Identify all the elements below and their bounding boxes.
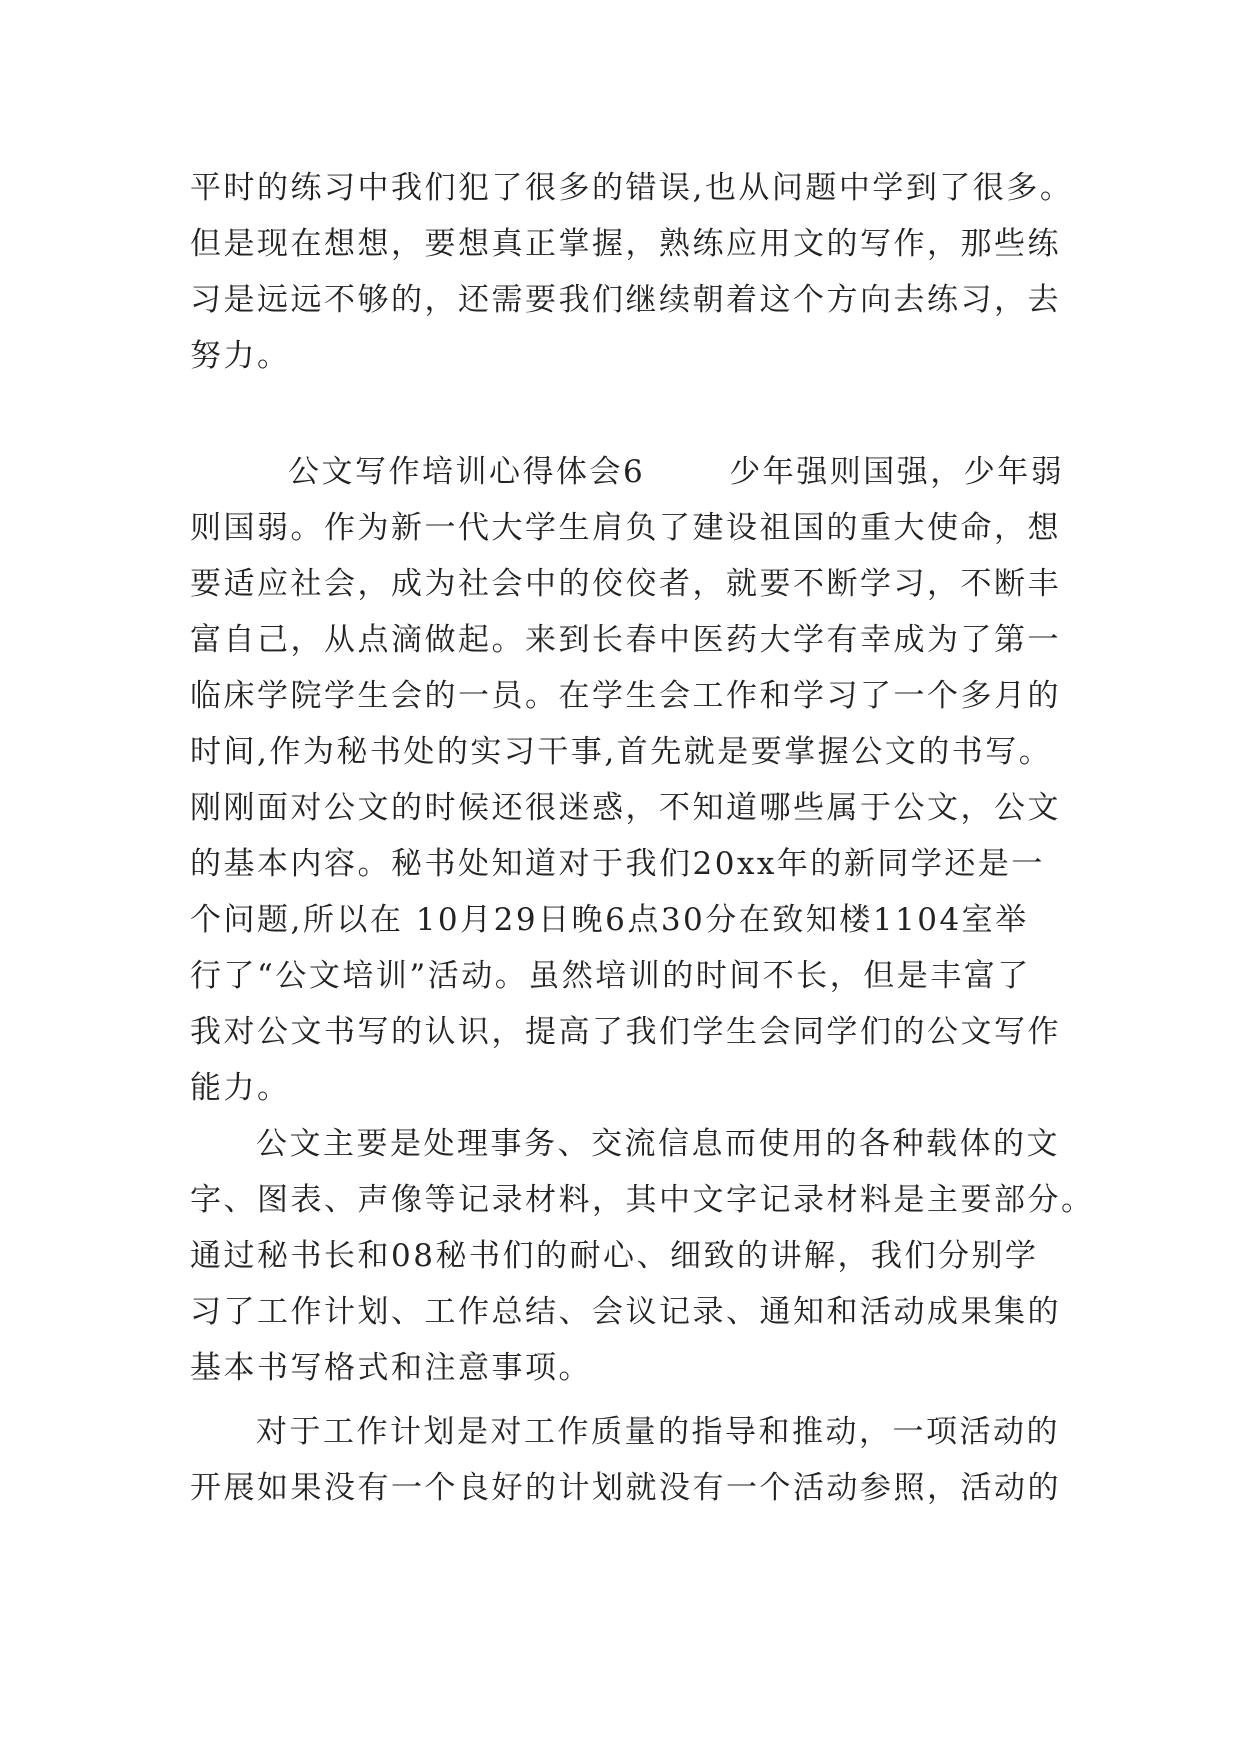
- paragraph-1-line-1: 平时的练习中我们犯了很多的错误,也从问题中学到了很多。: [190, 170, 1074, 206]
- paragraph-3-line-3: 通过秘书长和08秘书们的耐心、细致的讲解，我们分别学: [190, 1238, 1039, 1274]
- paragraph-1-line-4: 努力。: [190, 338, 291, 374]
- paragraph-4-line-1: 对于工作计划是对工作质量的指导和推动，一项活动的: [256, 1414, 1060, 1450]
- paragraph-1-line-3: 习是远远不够的，还需要我们继续朝着这个方向去练习，去: [190, 282, 1061, 318]
- paragraph-3-line-1: 公文主要是处理事务、交流信息而使用的各种载体的文: [256, 1126, 1060, 1162]
- section-heading-line: [288, 452, 1188, 492]
- paragraph-2-line-6: 时间,作为秘书处的实习干事,首先就是要掌握公文的书写。: [190, 734, 1053, 770]
- paragraph-2-line-7: 刚刚面对公文的时候还很迷惑，不知道哪些属于公文，公文: [190, 790, 1061, 826]
- paragraph-4-line-2: 开展如果没有一个良好的计划就没有一个活动参照，活动的: [190, 1470, 1061, 1506]
- paragraph-2-line-11: 我对公文书写的认识，提高了我们学生会同学们的公文写作: [190, 1014, 1061, 1050]
- paragraph-2-line-4: 富自己，从点滴做起。来到长春中医药大学有幸成为了第一: [190, 622, 1061, 658]
- paragraph-2-line-9: 个问题,所以在 10月29日晚6点30分在致知楼1104室举: [190, 902, 1029, 938]
- section-heading: 公文写作培训心得体会6: [288, 454, 646, 490]
- paragraph-3-line-2: 字、图表、声像等记录材料，其中文字记录材料是主要部分。: [190, 1182, 1095, 1218]
- paragraph-2-line-3: 要适应社会，成为社会中的佼佼者，就要不断学习，不断丰: [190, 566, 1061, 602]
- paragraph-2-line-2: 则国弱。作为新一代大学生肩负了建设祖国的重大使命，想: [190, 510, 1061, 546]
- paragraph-2-line-10: 行了“公文培训”活动。虽然培训的时间不长，但是丰富了: [190, 958, 1031, 994]
- paragraph-2-line-8: 的基本内容。秘书处知道对于我们20xx年的新同学还是一: [190, 846, 1045, 882]
- paragraph-1-line-2: 但是现在想想，要想真正掌握，熟练应用文的写作，那些练: [190, 226, 1061, 262]
- paragraph-2-line-5: 临床学院学生会的一员。在学生会工作和学习了一个多月的: [190, 678, 1061, 714]
- paragraph-2-line-1: 少年强则国强，少年弱: [729, 454, 1065, 490]
- paragraph-2-line-12: 能力。: [190, 1070, 291, 1106]
- paragraph-3-line-4: 习了工作计划、工作总结、会议记录、通知和活动成果集的: [190, 1294, 1061, 1330]
- paragraph-3-line-5: 基本书写格式和注意事项。: [190, 1350, 592, 1386]
